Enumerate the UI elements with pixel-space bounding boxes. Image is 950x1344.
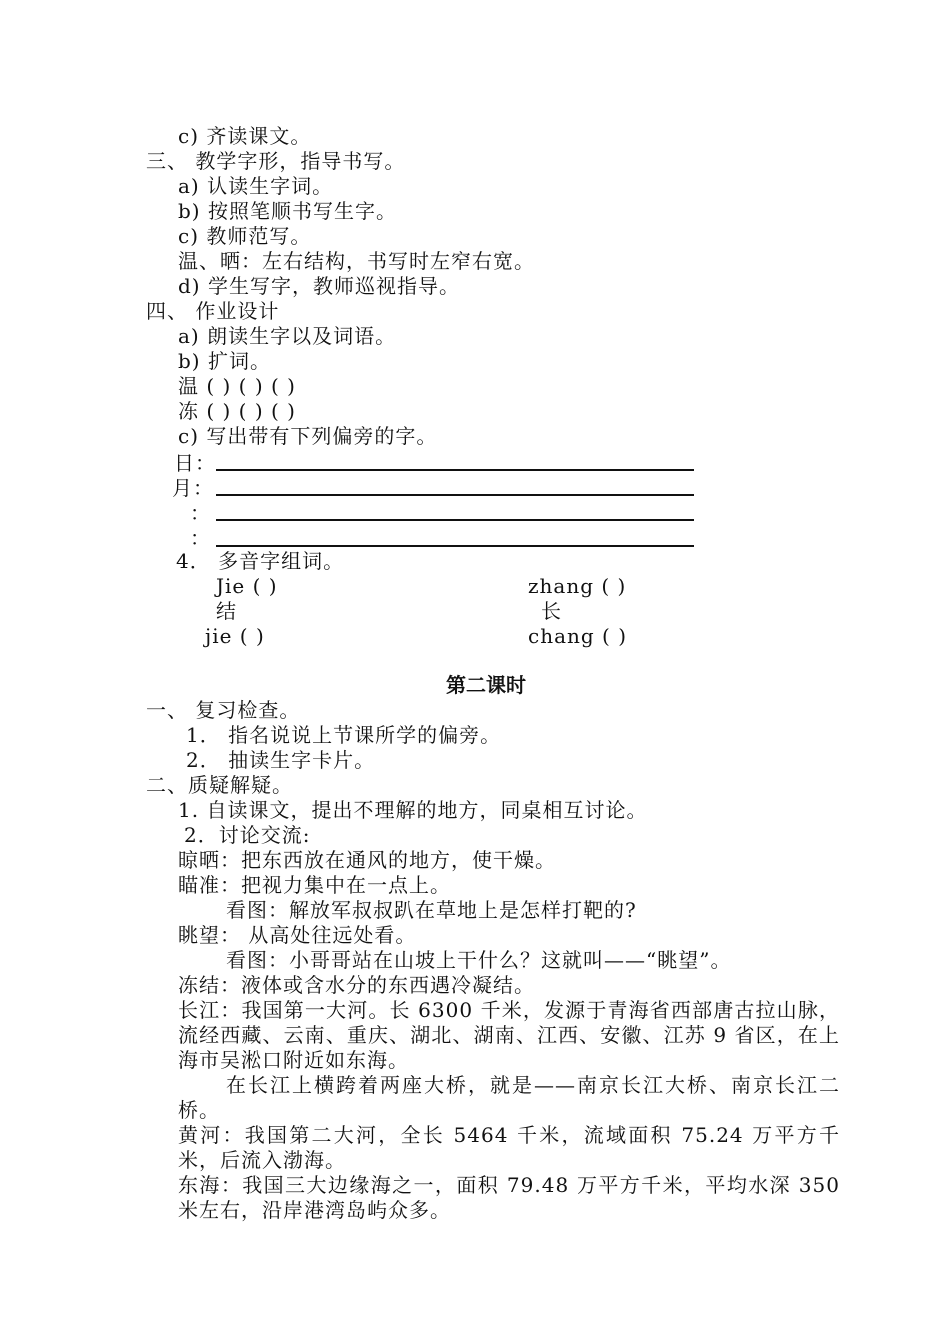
- def-changjiang: 长江：我国第一大河。长 6300 千米，发源于青海省西部唐古拉山脉，流经西藏、云南、重庆、湖北、湖南、江西、安徽、江苏 9 省区，在上海市吴淞口附近如东海。: [178, 998, 840, 1072]
- pinyin-jie-2: jie ( ): [205, 624, 265, 648]
- line-xiezi: d) 学生写字，教师巡视指导。: [178, 274, 460, 298]
- line-kuoci: b) 扩词。: [178, 349, 271, 373]
- lesson-2-title: 第二课时: [446, 673, 526, 697]
- line-taolun: 2．讨论交流:: [184, 823, 311, 847]
- answer-line: [216, 519, 694, 521]
- def-miaozhun: 瞄准：把视力集中在一点上。: [178, 873, 451, 897]
- line-kantu-2: 看图：小哥哥站在山坡上干什么？这就叫——“眺望”。: [226, 948, 732, 972]
- def-donghai: 东海：我国三大边缘海之一，面积 79.48 万平方千米，平均水深 350 米左右，沿岸港湾岛屿众多。: [178, 1173, 840, 1222]
- para-bridges: 在长江上横跨着两座大桥，就是——南京长江大桥、南京长江二桥。: [178, 1073, 840, 1122]
- line-review-2: 2． 抽读生字卡片。: [186, 748, 376, 772]
- pinyin-jie-1: Jie ( ): [216, 574, 278, 598]
- label-yue: 月：: [172, 476, 214, 500]
- heading-questions: 二、质疑解疑。: [146, 773, 293, 797]
- line-zidu: 1. 自读课文，提出不理解的地方，同桌相互讨论。: [178, 798, 648, 822]
- pinyin-zhang: zhang ( ): [528, 574, 627, 598]
- line-bishun: b) 按照笔顺书写生字。: [178, 199, 397, 223]
- char-jie: 结: [216, 599, 237, 623]
- line-review-1: 1． 指名说说上节课所学的偏旁。: [186, 723, 502, 747]
- def-tiaowang: 眺望： 从高处往远处看。: [178, 923, 417, 947]
- line-qidu: c) 齐读课文。: [178, 124, 312, 148]
- def-dongjie: 冻结：液体或含水分的东西遇冷凝结。: [178, 973, 535, 997]
- line-rendu: a) 认读生字词。: [178, 174, 334, 198]
- def-huanghe: 黄河：我国第二大河，全长 5464 千米，流域面积 75.24 万平方千米，后流入渤海。: [178, 1123, 840, 1172]
- label-ri: 日：: [174, 451, 216, 475]
- line-pianpang: c) 写出带有下列偏旁的字。: [178, 424, 438, 448]
- heading-section-3: 三、 教学字形，指导书写。: [146, 149, 406, 173]
- line-duoyinzi: 4． 多音字组词。: [176, 549, 345, 573]
- line-kantu-1: 看图：解放军叔叔趴在草地上是怎样打靶的?: [226, 898, 637, 922]
- answer-line: [216, 469, 694, 471]
- line-langdu: a) 朗读生字以及词语。: [178, 324, 397, 348]
- label-blank: ：: [190, 526, 211, 550]
- heading-review: 一、 复习检查。: [146, 698, 301, 722]
- def-liangshai: 晾晒：把东西放在通风的地方，使干燥。: [178, 848, 556, 872]
- answer-line: [216, 545, 694, 547]
- line-wen-blanks: 温 ( ) ( ) ( ): [178, 374, 296, 398]
- line-fanxie: c) 教师范写。: [178, 224, 312, 248]
- label-blank: ：: [190, 501, 211, 525]
- pinyin-chang: chang ( ): [528, 624, 628, 648]
- line-dong-blanks: 冻 ( ) ( ) ( ): [178, 399, 296, 423]
- answer-line: [216, 494, 694, 496]
- char-chang: 长: [541, 599, 562, 623]
- heading-section-4: 四、 作业设计: [146, 299, 280, 323]
- line-jiegou: 温、晒：左右结构，书写时左窄右宽。: [178, 249, 535, 273]
